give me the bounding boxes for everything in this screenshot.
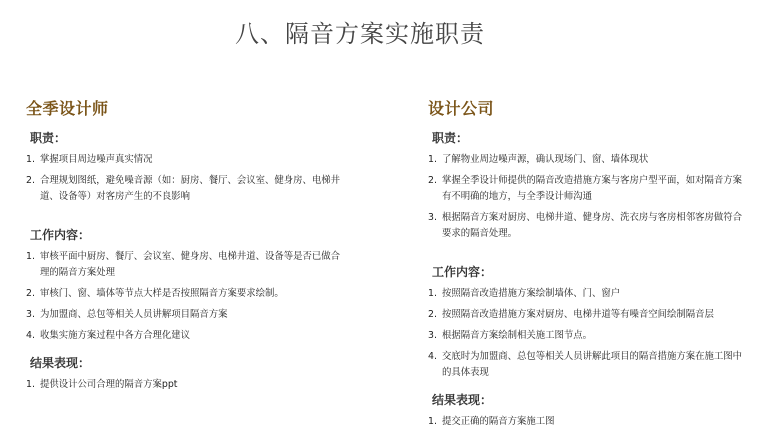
item-number: 4. xyxy=(26,330,35,341)
item-text: 掌握全季设计师提供的隔音改造措施方案与客房户型平面，如对隔音方案有不明确的地方，与全季设计师沟通 xyxy=(442,175,743,202)
item-text: 收集实施方案过程中各方合理化建议 xyxy=(40,330,191,341)
list-item xyxy=(26,286,346,302)
item-number: 4. xyxy=(428,351,437,362)
item-text: 提供设计公司合理的隔音方案ppt xyxy=(40,379,178,390)
list-item xyxy=(26,249,346,281)
item-number: 1. xyxy=(428,288,437,299)
work-list xyxy=(26,249,346,344)
item-number: 3. xyxy=(428,212,437,223)
item-number: 2. xyxy=(428,175,437,186)
item-text: 掌握项目周边噪声真实情况 xyxy=(40,154,153,165)
item-text: 了解物业周边噪声源，确认现场门、窗、墙体现状 xyxy=(442,154,649,165)
item-text: 为加盟商、总包等相关人员讲解项目隔音方案 xyxy=(40,309,228,320)
list-item xyxy=(428,414,750,430)
item-number: 3. xyxy=(428,330,437,341)
column-heading: 设计公司 xyxy=(428,99,495,118)
list-item xyxy=(428,307,750,323)
item-number: 2. xyxy=(26,288,35,299)
item-number: 1. xyxy=(428,154,437,165)
item-number: 1. xyxy=(26,154,35,165)
result-label: 结果表现： xyxy=(432,393,493,407)
list-item xyxy=(428,152,750,168)
item-text: 提交正确的隔音方案施工图 xyxy=(442,416,555,427)
list-item xyxy=(428,210,750,242)
duties-label: 职责： xyxy=(432,131,469,145)
item-text: 按照隔音改造措施方案对厨房、电梯井道等有噪音空间绘制隔音层 xyxy=(442,309,714,320)
work-label: 工作内容： xyxy=(30,228,91,242)
item-text: 按照隔音改造措施方案绘制墙体、门、窗户 xyxy=(442,288,621,299)
item-number: 1. xyxy=(428,416,437,427)
list-item xyxy=(26,173,346,205)
duties-label: 职责： xyxy=(30,131,67,145)
item-text: 审核平面中厨房、餐厅、会议室、健身房、电梯井道、设备等是否已做合理的隔音方案处理 xyxy=(40,251,341,278)
column-design-company xyxy=(428,96,750,435)
result-label: 结果表现： xyxy=(30,356,91,370)
list-item xyxy=(26,152,346,168)
item-text: 根据隔音方案绘制相关施工图节点。 xyxy=(442,330,593,341)
item-number: 3. xyxy=(26,309,35,320)
item-text: 交底时为加盟商、总包等相关人员讲解此项目的隔音措施方案在施工图中的具体表现 xyxy=(442,351,743,378)
item-text: 审核门、窗、墙体等节点大样是否按照隔音方案要求绘制。 xyxy=(40,288,284,299)
item-number: 1. xyxy=(26,251,35,262)
result-list xyxy=(428,414,750,430)
item-text: 根据隔音方案对厨房、电梯井道、健身房、洗衣房与客房相邻客房做符合要求的隔音处理。 xyxy=(442,212,743,239)
list-item xyxy=(26,328,346,344)
list-item xyxy=(26,377,346,393)
item-number: 1. xyxy=(26,379,35,390)
duties-list xyxy=(26,152,346,205)
list-item xyxy=(428,173,750,205)
list-item xyxy=(428,286,750,302)
column-heading: 全季设计师 xyxy=(26,99,109,118)
item-number: 2. xyxy=(26,175,35,186)
column-designer xyxy=(26,96,346,398)
item-number: 2. xyxy=(428,309,437,320)
list-item xyxy=(26,307,346,323)
work-label: 工作内容： xyxy=(432,265,493,279)
result-list xyxy=(26,377,346,393)
work-list xyxy=(428,286,750,381)
slide-title: 八、隔音方案实施职责 xyxy=(235,20,485,48)
list-item xyxy=(428,328,750,344)
duties-list xyxy=(428,152,750,242)
list-item xyxy=(428,349,750,381)
item-text: 合理规划图纸，避免噪音源（如：厨房、餐厅、会议室、健身房、电梯井道、设备等）对客房产生的不良影响 xyxy=(40,175,341,202)
